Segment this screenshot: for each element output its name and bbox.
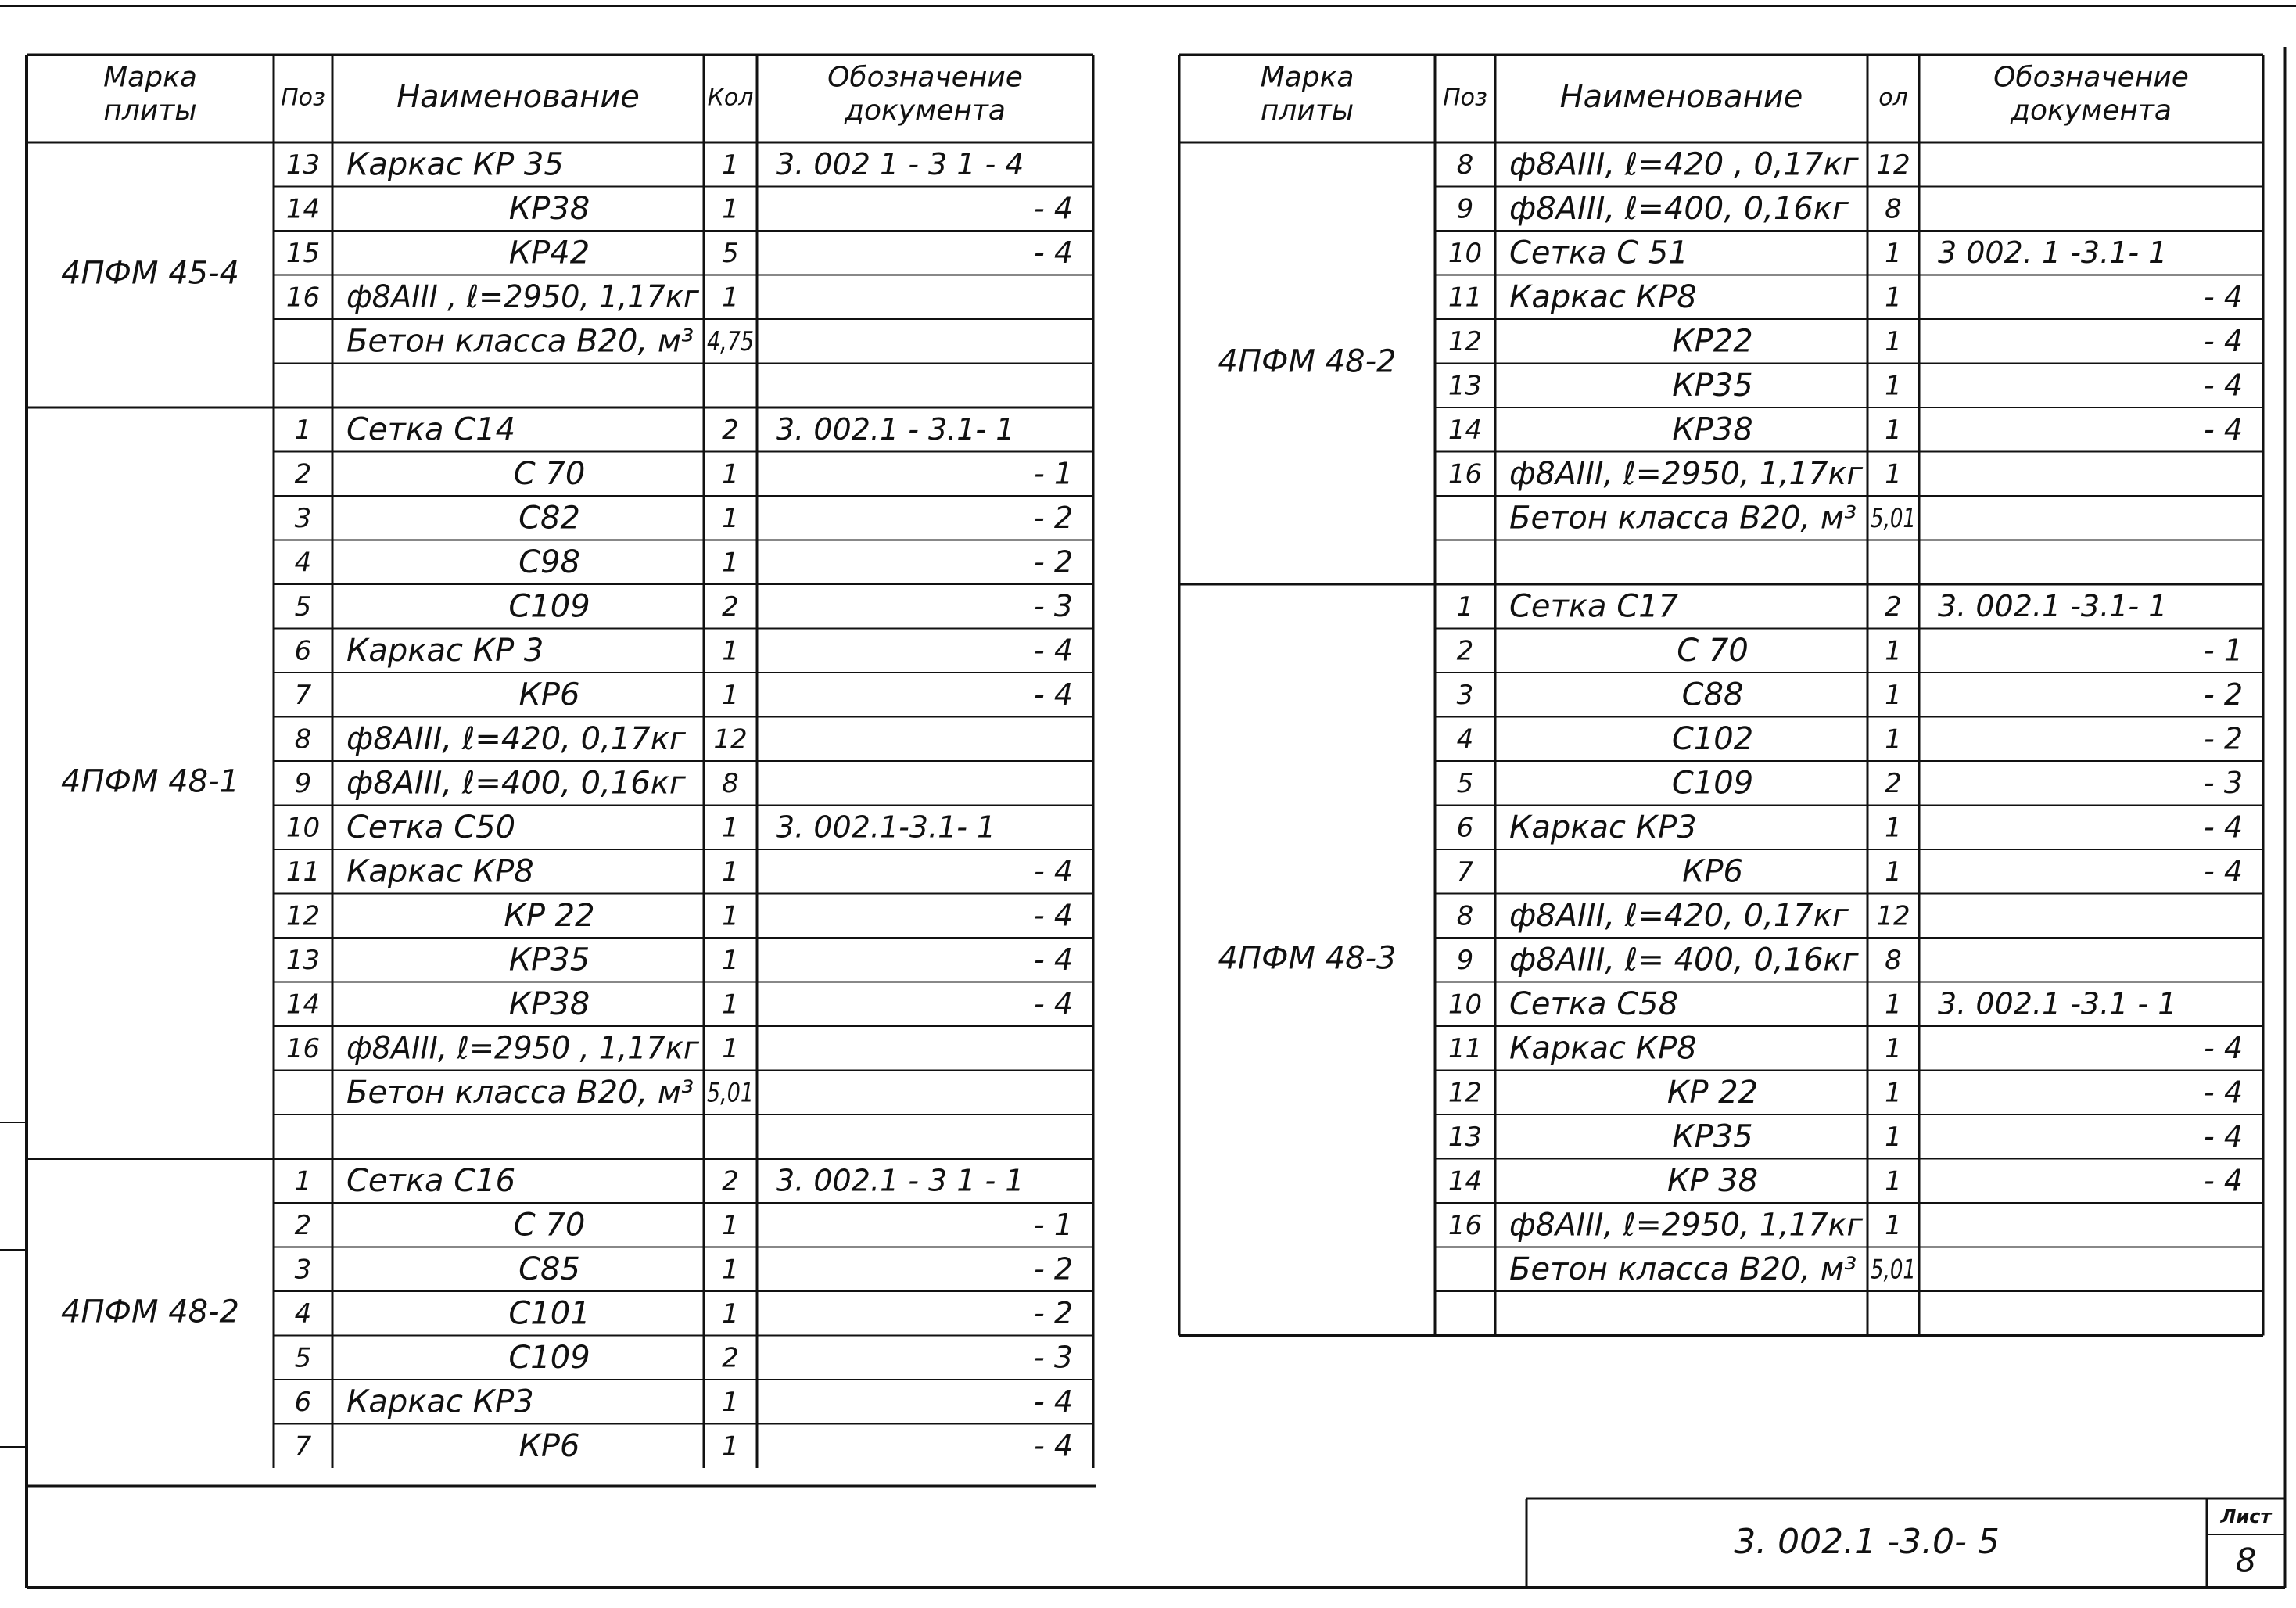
item-quantity: 1	[1885, 679, 1902, 711]
item-quantity: 8	[1885, 944, 1902, 976]
header-qty: Кол	[707, 84, 754, 112]
item-name: ф8АIII, ℓ=2950, 1,17кг	[1509, 455, 1864, 492]
item-name: Сетка С17	[1509, 588, 1679, 625]
item-quantity: 1	[1885, 414, 1902, 446]
item-name: Сетка С58	[1509, 985, 1679, 1022]
item-name: ф8АIII, ℓ=400, 0,16кг	[346, 765, 686, 802]
position-number: 12	[285, 900, 321, 932]
document-designation: - 4	[2204, 1163, 2243, 1198]
document-designation: - 4	[1034, 853, 1073, 888]
document-designation: - 1	[2204, 633, 2243, 668]
item-name: С109	[508, 588, 590, 625]
item-name: С 70	[513, 455, 586, 492]
item-name: КР6	[518, 1427, 580, 1464]
item-quantity: 1	[1885, 1165, 1902, 1197]
item-quantity: 1	[722, 1032, 739, 1064]
position-number: 3	[294, 1254, 312, 1286]
item-quantity: 5	[722, 237, 739, 269]
item-name: С82	[518, 500, 580, 537]
document-code: 3. 002.1 -3.0- 5	[1734, 1522, 2000, 1562]
item-name: Каркас КР 3	[346, 632, 544, 669]
item-quantity: 1	[1885, 1209, 1902, 1241]
item-name: ф8АIII, ℓ=420 , 0,17кг	[1509, 146, 1859, 183]
item-quantity: 1	[722, 900, 739, 932]
item-quantity: 2	[722, 1165, 739, 1197]
position-number: 8	[1456, 149, 1474, 181]
header-pos: Поз	[281, 84, 325, 112]
position-number: 6	[1456, 812, 1474, 844]
document-designation: 3. 002.1 -3.1 - 1	[1938, 986, 2177, 1021]
item-name: ф8АIII, ℓ=420, 0,17кг	[1509, 897, 1849, 934]
position-number: 3	[1456, 679, 1474, 711]
item-name: Сетка С 51	[1509, 235, 1688, 271]
item-quantity: 1	[722, 1254, 739, 1286]
position-number: 13	[1448, 370, 1483, 402]
item-quantity: 1	[1885, 812, 1902, 844]
item-name: Бетон класса В20, м³	[346, 1074, 694, 1111]
title-block	[1526, 1499, 2285, 1588]
header-mark-plate: Марка плиты	[103, 61, 197, 127]
position-number: 15	[285, 237, 321, 269]
document-designation: - 4	[2204, 323, 2243, 358]
document-designation: - 4	[1034, 898, 1073, 933]
document-designation: - 2	[2204, 677, 2243, 712]
document-designation: - 4	[1034, 633, 1073, 668]
item-name: КР22	[1672, 323, 1753, 360]
item-name: КР38	[508, 985, 590, 1022]
position-number: 7	[294, 679, 312, 711]
item-quantity: 1	[1885, 370, 1902, 402]
item-quantity: 1	[1885, 856, 1902, 888]
position-number: 9	[1456, 944, 1474, 976]
item-quantity: 4,75	[707, 325, 754, 357]
header-name: Наименование	[396, 79, 640, 115]
position-number: 3	[294, 502, 312, 534]
document-designation: - 4	[2204, 809, 2243, 845]
item-name: С101	[508, 1295, 590, 1332]
document-designation: 3. 002 1 - 3 1 - 4	[776, 146, 1024, 181]
header-doc-designation: Обозначение документа	[1993, 61, 2189, 127]
item-quantity: 8	[722, 767, 739, 799]
item-name: Каркас КР3	[1509, 809, 1697, 845]
position-number: 14	[285, 193, 321, 225]
position-number: 7	[294, 1430, 312, 1463]
position-number: 13	[285, 149, 321, 181]
position-number: 5	[1456, 767, 1474, 799]
document-designation: - 2	[1034, 500, 1073, 535]
item-quantity: 2	[1885, 590, 1902, 623]
document-designation: - 2	[1034, 1295, 1073, 1330]
item-quantity: 5,01	[707, 1077, 754, 1109]
left-specification-table	[27, 55, 1093, 1468]
item-quantity: 1	[1885, 282, 1902, 314]
header-qty: ол	[1878, 84, 1908, 112]
item-quantity: 1	[722, 1298, 739, 1330]
item-name: КР38	[508, 190, 590, 227]
item-name: КР42	[508, 235, 590, 271]
position-number: 2	[294, 1209, 312, 1241]
position-number: 16	[1448, 458, 1483, 490]
item-quantity: 1	[1885, 1121, 1902, 1153]
position-number: 8	[294, 723, 312, 756]
item-quantity: 1	[722, 635, 739, 667]
position-number: 14	[1448, 1165, 1483, 1197]
document-designation: - 4	[1034, 235, 1073, 270]
position-number: 11	[285, 856, 321, 888]
document-designation: - 4	[1034, 191, 1073, 226]
position-number: 5	[294, 590, 312, 623]
item-name: КР38	[1672, 411, 1753, 448]
item-name: ф8АIII, ℓ=2950, 1,17кг	[1509, 1207, 1864, 1244]
position-number: 16	[285, 1032, 321, 1064]
document-designation: - 4	[2204, 853, 2243, 888]
item-name: Бетон класса В20, м³	[346, 323, 694, 360]
item-quantity: 1	[722, 1386, 739, 1418]
header-pos: Поз	[1443, 84, 1487, 112]
item-quantity: 1	[1885, 635, 1902, 667]
plate-mark: 4ПФМ 48-2	[1218, 343, 1397, 380]
document-designation: - 4	[1034, 986, 1073, 1021]
sheet-label: Лист	[2220, 1506, 2272, 1527]
item-quantity: 1	[722, 547, 739, 579]
sheet-number: 8	[2235, 1541, 2257, 1580]
item-quantity: 1	[722, 282, 739, 314]
position-number: 11	[1448, 1032, 1483, 1064]
document-designation: - 4	[2204, 1030, 2243, 1065]
item-quantity: 1	[1885, 1032, 1902, 1064]
position-number: 10	[285, 812, 321, 844]
document-designation: - 1	[1034, 1207, 1073, 1242]
header-name: Наименование	[1559, 79, 1803, 115]
item-name: КР35	[508, 942, 590, 978]
position-number: 14	[1448, 414, 1483, 446]
header-doc-designation: Обозначение документа	[827, 61, 1023, 127]
item-quantity: 2	[722, 1342, 739, 1374]
item-quantity: 1	[722, 502, 739, 534]
item-name: КР35	[1672, 367, 1753, 404]
position-number: 12	[1448, 325, 1483, 357]
item-name: Каркас КР8	[1509, 1030, 1697, 1067]
item-name: КР35	[1672, 1118, 1753, 1155]
item-name: Сетка С14	[346, 411, 516, 448]
document-designation: - 4	[1034, 1384, 1073, 1419]
document-designation: - 4	[2204, 411, 2243, 447]
position-number: 16	[285, 282, 321, 314]
document-designation: - 3	[2204, 765, 2243, 800]
plate-mark: 4ПФМ 48-1	[61, 763, 239, 800]
item-quantity: 1	[722, 458, 739, 490]
plate-mark: 4ПФМ 48-2	[61, 1294, 239, 1330]
item-quantity: 1	[722, 149, 739, 181]
position-number: 4	[1456, 723, 1474, 756]
item-quantity: 2	[722, 414, 739, 446]
item-quantity: 12	[1876, 149, 1910, 181]
item-name: Бетон класса В20, м³	[1509, 500, 1857, 537]
item-quantity: 8	[1885, 193, 1902, 225]
item-quantity: 1	[1885, 1077, 1902, 1109]
item-quantity: 1	[722, 989, 739, 1021]
plate-mark: 4ПФМ 45-4	[61, 255, 239, 292]
item-quantity: 1	[1885, 325, 1902, 357]
header-mark-plate: Марка плиты	[1260, 61, 1354, 127]
document-designation: - 3	[1034, 588, 1073, 623]
item-quantity: 1	[722, 944, 739, 976]
position-number: 13	[1448, 1121, 1483, 1153]
position-number: 2	[294, 458, 312, 490]
item-quantity: 1	[1885, 458, 1902, 490]
item-name: ф8АIII, ℓ=2950 , 1,17кг	[346, 1030, 700, 1067]
item-name: КР6	[1682, 853, 1743, 890]
item-quantity: 2	[1885, 767, 1902, 799]
item-quantity: 1	[722, 812, 739, 844]
position-number: 11	[1448, 282, 1483, 314]
item-name: Каркас КР8	[1509, 278, 1697, 315]
position-number: 13	[285, 944, 321, 976]
position-number: 16	[1448, 1209, 1483, 1241]
document-designation: - 2	[1034, 1251, 1073, 1287]
item-name: С88	[1681, 677, 1744, 713]
item-name: С 70	[1677, 632, 1749, 669]
document-designation: 3. 002.1 - 3.1- 1	[776, 411, 1015, 447]
item-name: Каркас КР3	[346, 1384, 534, 1420]
item-name: КР6	[518, 677, 580, 713]
item-name: Бетон класса В20, м³	[1509, 1251, 1857, 1287]
item-name: ф8АIII, ℓ=420, 0,17кг	[346, 720, 686, 757]
item-quantity: 12	[713, 723, 748, 756]
document-designation: - 3	[1034, 1340, 1073, 1375]
item-name: ф8АIII, ℓ=400, 0,16кг	[1509, 190, 1849, 227]
item-quantity: 1	[722, 856, 739, 888]
item-quantity: 1	[722, 1209, 739, 1241]
item-quantity: 5,01	[1871, 502, 1916, 534]
position-number: 6	[294, 1386, 312, 1418]
position-number: 10	[1448, 237, 1483, 269]
document-designation: - 4	[2204, 1075, 2243, 1110]
position-number: 12	[1448, 1077, 1483, 1109]
document-designation: - 4	[2204, 279, 2243, 314]
position-number: 10	[1448, 989, 1483, 1021]
position-number: 14	[285, 989, 321, 1021]
item-quantity: 1	[1885, 237, 1902, 269]
position-number: 1	[1456, 590, 1474, 623]
position-number: 4	[294, 547, 312, 579]
document-designation: - 2	[2204, 721, 2243, 756]
item-quantity: 5,01	[1871, 1254, 1916, 1286]
document-designation: - 4	[2204, 1118, 2243, 1154]
position-number: 1	[294, 414, 312, 446]
position-number: 1	[294, 1165, 312, 1197]
document-designation: 3. 002.1 -3.1- 1	[1938, 588, 2168, 623]
position-number: 4	[294, 1298, 312, 1330]
item-quantity: 2	[722, 590, 739, 623]
item-name: КР 22	[1666, 1074, 1759, 1111]
position-number: 6	[294, 635, 312, 667]
document-designation: 3. 002.1-3.1- 1	[776, 809, 996, 845]
document-designation: - 2	[1034, 544, 1073, 580]
item-name: КР 22	[504, 897, 595, 934]
item-name: Каркас КР8	[346, 853, 534, 890]
item-name: С109	[508, 1339, 590, 1376]
document-designation: - 4	[2204, 368, 2243, 403]
position-number: 9	[1456, 193, 1474, 225]
item-name: Сетка С50	[346, 809, 516, 845]
document-designation: 3. 002.1 - 3 1 - 1	[776, 1163, 1024, 1198]
item-name: ф8АIII , ℓ=2950, 1,17кг	[346, 278, 700, 315]
item-quantity: 12	[1876, 900, 1910, 932]
item-name: Сетка С16	[346, 1162, 516, 1199]
item-quantity: 1	[722, 193, 739, 225]
position-number: 9	[294, 767, 312, 799]
item-quantity: 1	[722, 1430, 739, 1463]
document-designation: - 4	[1034, 677, 1073, 712]
item-name: С85	[518, 1251, 580, 1287]
item-quantity: 1	[1885, 989, 1902, 1021]
plate-mark: 4ПФМ 48-3	[1218, 940, 1397, 977]
item-quantity: 1	[1885, 723, 1902, 756]
document-designation: - 4	[1034, 1428, 1073, 1463]
item-name: Каркас КР 35	[346, 146, 564, 183]
position-number: 5	[294, 1342, 312, 1374]
item-name: КР 38	[1666, 1162, 1759, 1199]
item-name: С98	[518, 544, 580, 580]
item-name: С102	[1671, 720, 1754, 757]
item-name: ф8АIII, ℓ= 400, 0,16кг	[1509, 942, 1859, 978]
item-name: С109	[1671, 765, 1754, 802]
position-number: 8	[1456, 900, 1474, 932]
position-number: 7	[1456, 856, 1474, 888]
item-name: С 70	[513, 1207, 586, 1244]
item-quantity: 1	[722, 679, 739, 711]
document-designation: - 1	[1034, 456, 1073, 491]
right-specification-table	[1179, 55, 2263, 1336]
document-designation: - 4	[1034, 942, 1073, 977]
document-designation: 3 002. 1 -3.1- 1	[1938, 235, 2168, 270]
position-number: 2	[1456, 635, 1474, 667]
